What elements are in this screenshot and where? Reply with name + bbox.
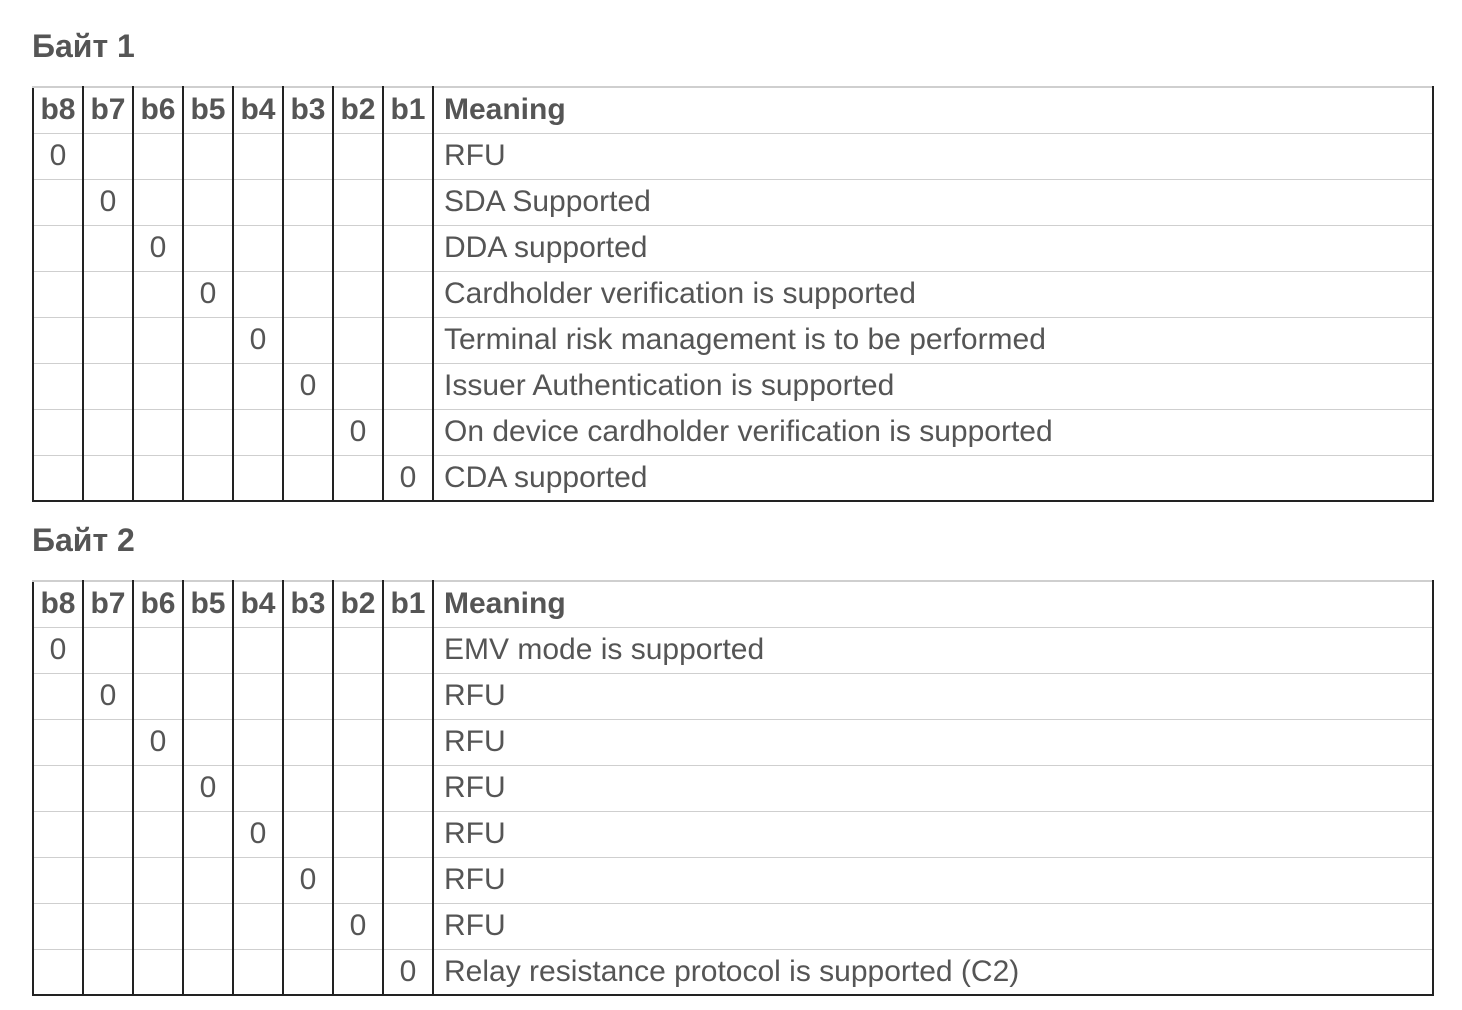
bit-column-header: b4	[233, 581, 283, 627]
bit-cell	[33, 903, 83, 949]
bit-cell: 0	[33, 133, 83, 179]
bit-cell	[183, 179, 233, 225]
bit-cell	[383, 719, 433, 765]
bit-cell	[83, 271, 133, 317]
bit-cell	[333, 225, 383, 271]
bit-cell	[33, 317, 83, 363]
bit-cell	[33, 179, 83, 225]
bit-cell	[283, 903, 333, 949]
bit-cell	[33, 363, 83, 409]
bit-cell	[333, 673, 383, 719]
bit-cell	[83, 949, 133, 995]
bit-cell: 0	[183, 765, 233, 811]
table-row	[33, 409, 1433, 455]
bit-cell	[283, 811, 333, 857]
bit-cell	[233, 363, 283, 409]
bit-cell: 0	[383, 949, 433, 995]
bit-cell	[183, 317, 233, 363]
bit-cell	[283, 225, 333, 271]
bit-column-header: b7	[83, 87, 133, 133]
bit-cell	[383, 179, 433, 225]
bit-cell	[333, 133, 383, 179]
bit-cell	[133, 673, 183, 719]
table-row	[33, 627, 1433, 673]
bit-cell	[283, 409, 333, 455]
bit-cell: 0	[83, 673, 133, 719]
bit-column-header: b3	[283, 87, 333, 133]
meaning-column-header: Meaning	[433, 87, 1433, 133]
bit-cell	[233, 225, 283, 271]
bit-cell	[133, 627, 183, 673]
bit-cell	[33, 455, 83, 501]
table-row	[33, 811, 1433, 857]
bit-cell	[133, 317, 183, 363]
bit-cell	[183, 857, 233, 903]
meaning-cell: RFU	[433, 133, 1433, 179]
bit-column-header: b5	[183, 87, 233, 133]
bit-cell	[383, 673, 433, 719]
bit-cell	[83, 811, 133, 857]
bit-cell	[333, 765, 383, 811]
bit-cell	[183, 133, 233, 179]
meaning-cell: RFU	[433, 719, 1433, 765]
bit-column-header: b5	[183, 581, 233, 627]
bit-table-byte-2	[32, 580, 1434, 996]
bit-cell	[383, 363, 433, 409]
bit-cell	[383, 133, 433, 179]
bit-cell	[33, 765, 83, 811]
bit-cell: 0	[283, 363, 333, 409]
bit-cell	[333, 857, 383, 903]
header-row	[33, 87, 1433, 133]
bit-cell	[333, 363, 383, 409]
bit-cell	[133, 455, 183, 501]
meaning-cell: SDA Supported	[433, 179, 1433, 225]
bit-cell	[183, 455, 233, 501]
bit-cell	[183, 949, 233, 995]
bit-cell	[83, 765, 133, 811]
bit-table-byte-1	[32, 86, 1434, 502]
bit-cell: 0	[233, 317, 283, 363]
bit-cell	[183, 363, 233, 409]
bit-cell	[183, 811, 233, 857]
bit-cell	[383, 317, 433, 363]
bit-cell	[333, 271, 383, 317]
meaning-cell: Terminal risk management is to be performed	[433, 317, 1433, 363]
table-row	[33, 765, 1433, 811]
bit-cell	[183, 627, 233, 673]
bit-cell	[233, 673, 283, 719]
bit-cell	[133, 409, 183, 455]
meaning-cell: RFU	[433, 811, 1433, 857]
meaning-column-header: Meaning	[433, 581, 1433, 627]
bit-cell	[133, 811, 183, 857]
bit-column-header: b1	[383, 87, 433, 133]
bit-cell	[283, 271, 333, 317]
bit-cell	[33, 225, 83, 271]
bit-cell	[133, 949, 183, 995]
table-row	[33, 133, 1433, 179]
table-row	[33, 363, 1433, 409]
bit-cell	[83, 225, 133, 271]
bit-column-header: b4	[233, 87, 283, 133]
bit-cell	[233, 949, 283, 995]
bit-cell	[33, 409, 83, 455]
meaning-cell: RFU	[433, 857, 1433, 903]
bit-cell	[283, 765, 333, 811]
bit-cell	[83, 409, 133, 455]
bit-column-header: b2	[333, 87, 383, 133]
bit-cell	[233, 271, 283, 317]
bit-cell	[333, 179, 383, 225]
bit-column-header: b3	[283, 581, 333, 627]
bit-cell	[333, 317, 383, 363]
bit-cell	[383, 271, 433, 317]
bit-cell	[83, 719, 133, 765]
bit-cell	[133, 903, 183, 949]
bit-cell	[133, 133, 183, 179]
meaning-cell: Cardholder verification is supported	[433, 271, 1433, 317]
bit-cell	[33, 811, 83, 857]
bit-cell: 0	[383, 455, 433, 501]
meaning-cell: On device cardholder verification is supported	[433, 409, 1433, 455]
bit-cell	[333, 627, 383, 673]
meaning-cell: EMV mode is supported	[433, 627, 1433, 673]
bit-cell	[233, 719, 283, 765]
bit-cell	[183, 903, 233, 949]
bit-cell	[283, 949, 333, 995]
bit-cell	[33, 673, 83, 719]
bit-cell	[233, 765, 283, 811]
bit-cell: 0	[33, 627, 83, 673]
bit-cell	[283, 455, 333, 501]
meaning-cell: RFU	[433, 673, 1433, 719]
table-row	[33, 271, 1433, 317]
bit-cell: 0	[333, 409, 383, 455]
bit-cell	[383, 765, 433, 811]
bit-cell	[83, 857, 133, 903]
bit-column-header: b7	[83, 581, 133, 627]
bit-cell: 0	[333, 903, 383, 949]
bit-cell	[83, 363, 133, 409]
meaning-cell: RFU	[433, 765, 1433, 811]
bit-cell	[133, 857, 183, 903]
bit-cell	[33, 719, 83, 765]
bit-cell	[83, 627, 133, 673]
bit-cell: 0	[133, 719, 183, 765]
table-row	[33, 719, 1433, 765]
table-row	[33, 949, 1433, 995]
bit-cell	[133, 363, 183, 409]
section-title-byte-1: Байт 1	[32, 28, 135, 64]
meaning-cell: Relay resistance protocol is supported (C2)	[433, 949, 1433, 995]
bit-cell	[333, 719, 383, 765]
header-row	[33, 581, 1433, 627]
section-title-byte-2: Байт 2	[32, 522, 135, 558]
meaning-cell: CDA supported	[433, 455, 1433, 501]
bit-cell: 0	[233, 811, 283, 857]
bit-cell	[183, 719, 233, 765]
bit-cell	[133, 765, 183, 811]
table-row	[33, 225, 1433, 271]
bit-cell	[283, 317, 333, 363]
bit-cell	[383, 811, 433, 857]
bit-cell	[83, 903, 133, 949]
table-row	[33, 455, 1433, 501]
bit-cell: 0	[83, 179, 133, 225]
bit-cell	[283, 673, 333, 719]
bit-cell	[233, 903, 283, 949]
meaning-cell: Issuer Authentication is supported	[433, 363, 1433, 409]
bit-cell	[33, 271, 83, 317]
bit-cell	[233, 409, 283, 455]
meaning-cell: DDA supported	[433, 225, 1433, 271]
bit-cell	[133, 179, 183, 225]
bit-cell	[333, 455, 383, 501]
bit-cell	[183, 673, 233, 719]
table-row	[33, 857, 1433, 903]
meaning-cell: RFU	[433, 903, 1433, 949]
bit-column-header: b6	[133, 581, 183, 627]
bit-cell	[133, 271, 183, 317]
bit-cell	[383, 627, 433, 673]
bit-cell: 0	[183, 271, 233, 317]
bit-cell	[233, 455, 283, 501]
table-row	[33, 673, 1433, 719]
bit-cell	[383, 409, 433, 455]
bit-cell	[383, 857, 433, 903]
bit-cell	[383, 225, 433, 271]
bit-cell	[283, 179, 333, 225]
bit-cell	[233, 179, 283, 225]
table-row	[33, 317, 1433, 363]
bit-cell	[83, 455, 133, 501]
table-row	[33, 179, 1433, 225]
bit-cell	[33, 949, 83, 995]
bit-cell	[283, 719, 333, 765]
bit-cell	[333, 949, 383, 995]
bit-cell: 0	[133, 225, 183, 271]
bit-column-header: b8	[33, 87, 83, 133]
bit-column-header: b6	[133, 87, 183, 133]
bit-column-header: b1	[383, 581, 433, 627]
bit-cell	[183, 409, 233, 455]
bit-cell	[383, 903, 433, 949]
bit-cell	[283, 133, 333, 179]
bit-cell	[233, 857, 283, 903]
bit-cell	[33, 857, 83, 903]
bit-cell	[83, 133, 133, 179]
bit-cell	[333, 811, 383, 857]
bit-cell	[233, 627, 283, 673]
bit-cell	[83, 317, 133, 363]
bit-cell	[233, 133, 283, 179]
bit-cell	[283, 627, 333, 673]
table-row	[33, 903, 1433, 949]
bit-column-header: b8	[33, 581, 83, 627]
bit-cell	[183, 225, 233, 271]
bit-cell: 0	[283, 857, 333, 903]
bit-column-header: b2	[333, 581, 383, 627]
